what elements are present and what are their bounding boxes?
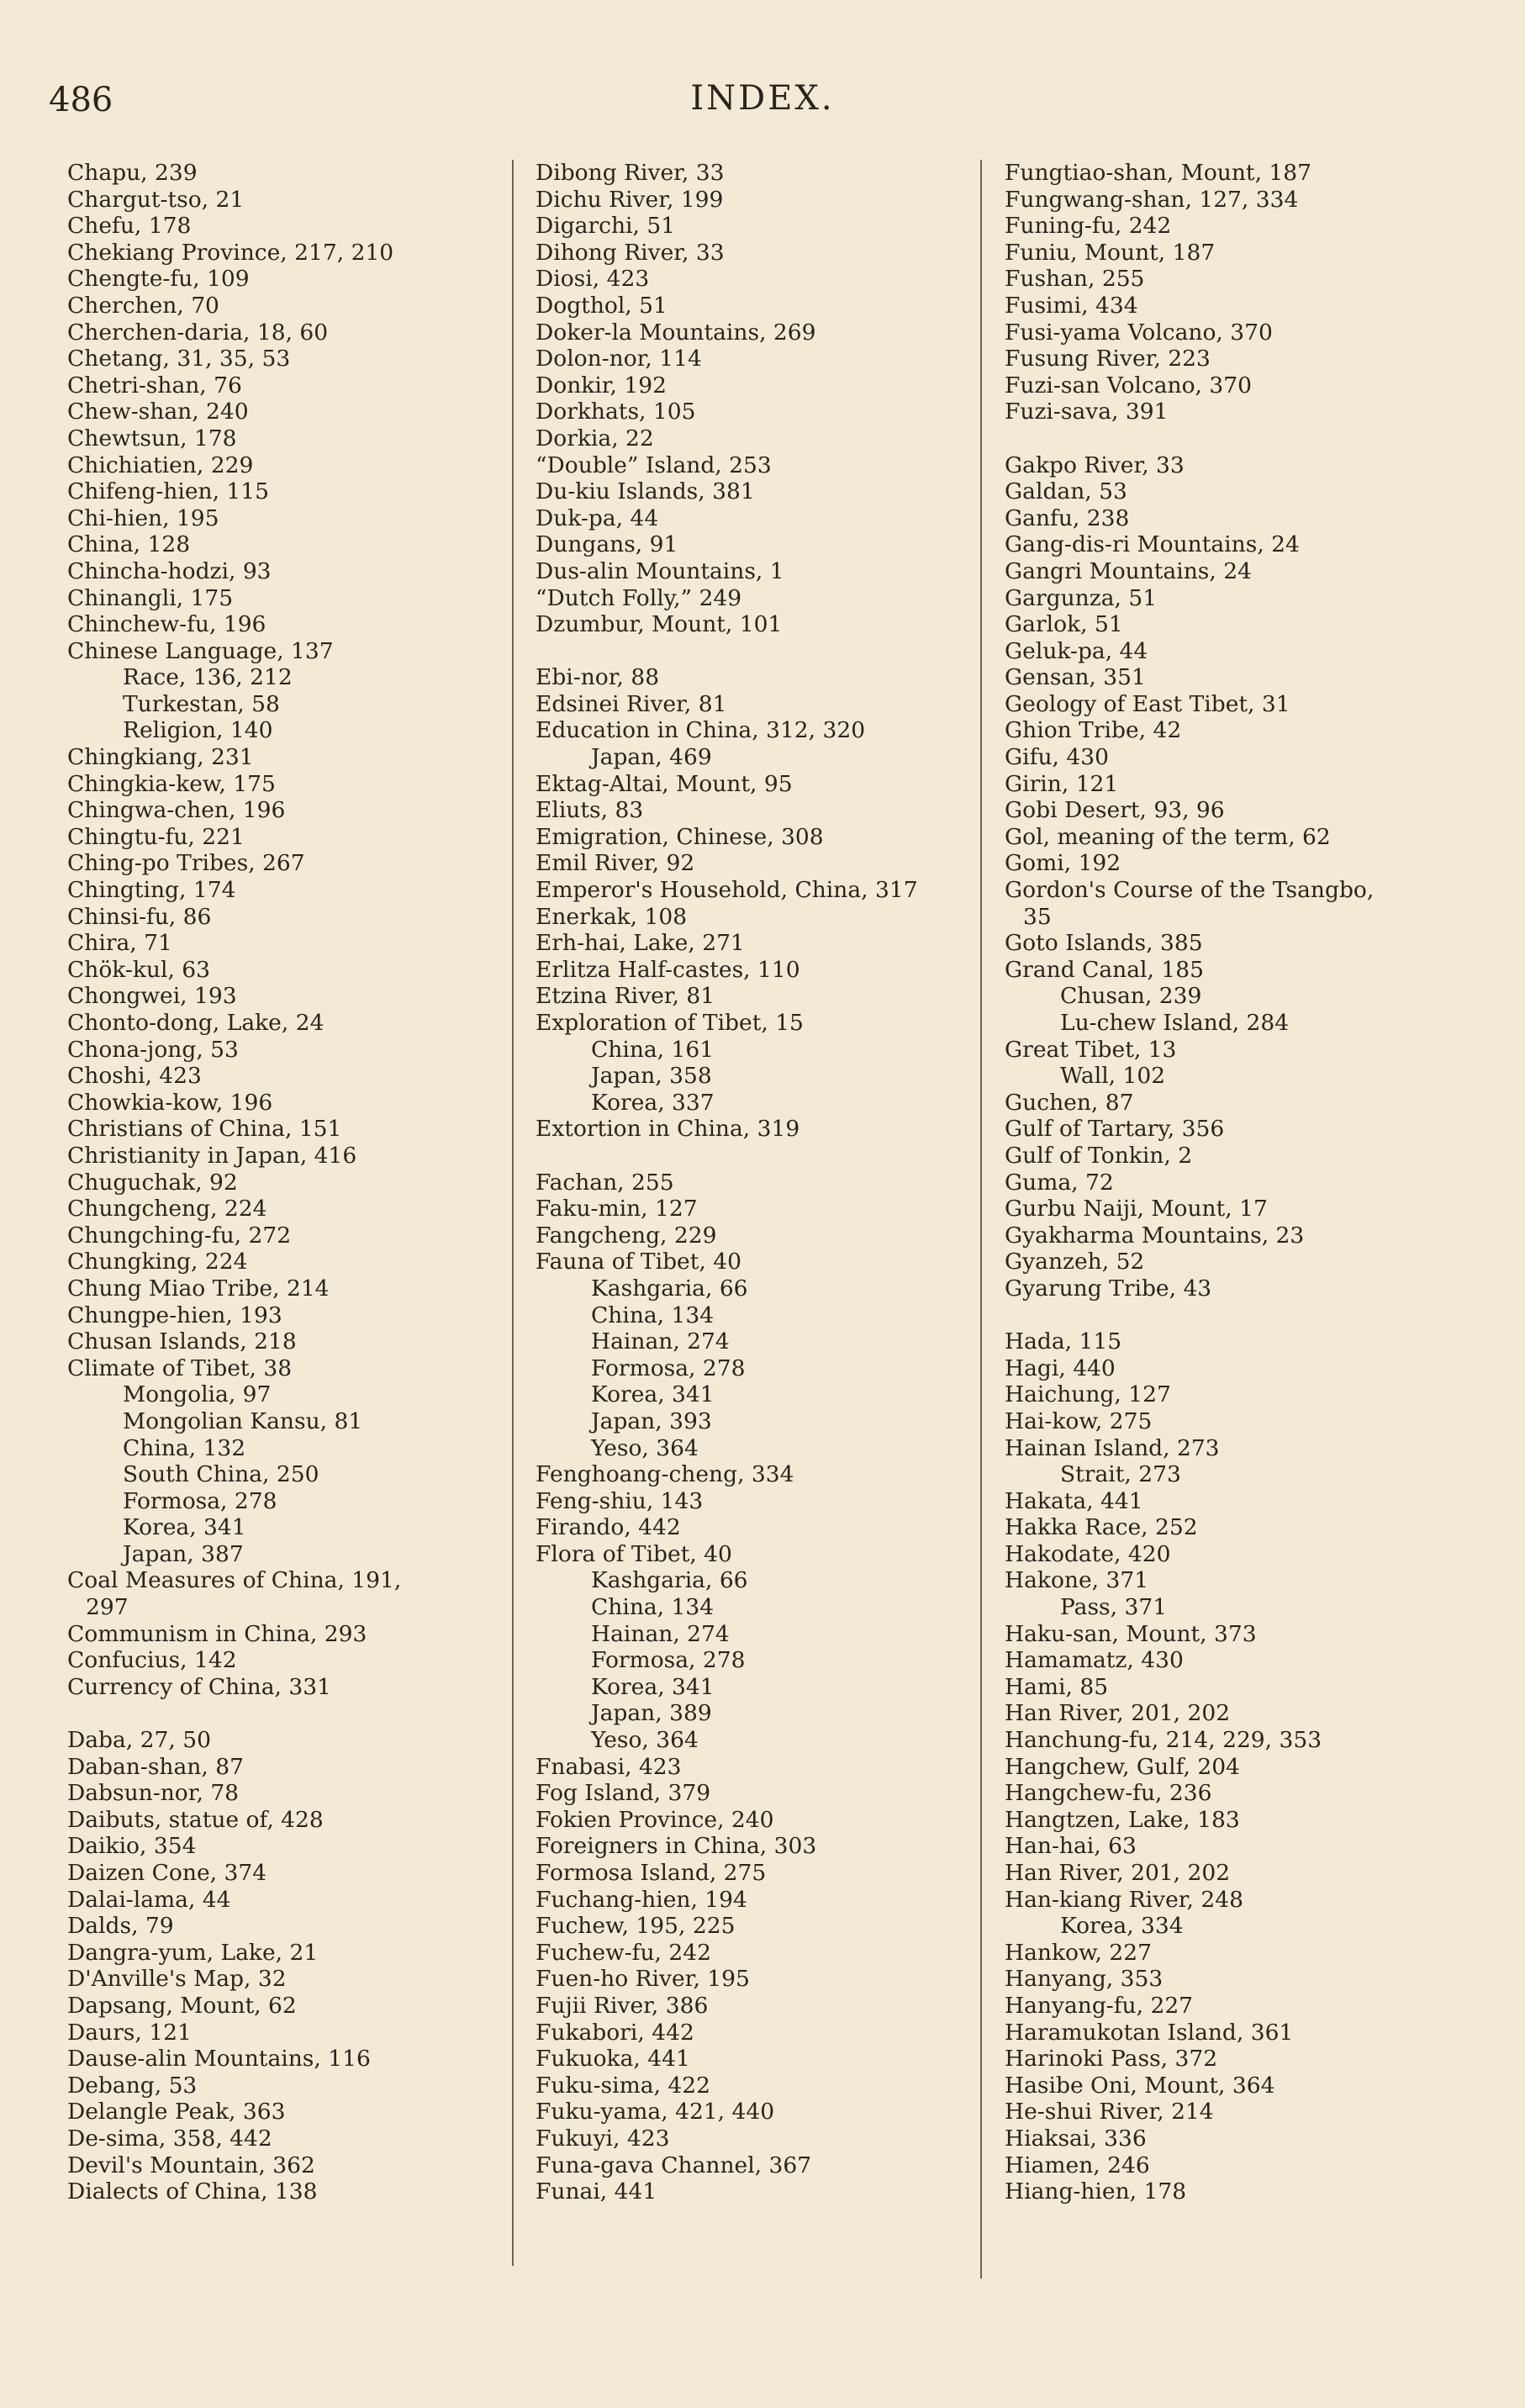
index-entry: Funa-gava Channel, 367 [536, 2152, 812, 2178]
index-entry: Dalds, 79 [67, 1913, 174, 1940]
index-entry: Fusimi, 434 [1005, 292, 1138, 319]
index-entry: Chapu, 239 [67, 160, 198, 186]
index-entry: Chinangli, 175 [67, 584, 234, 611]
index-entry: Flora of Tibet, 40 [536, 1540, 732, 1567]
index-entry: Etzina River, 81 [536, 983, 715, 1010]
index-subentry: China, 134 [591, 1302, 715, 1328]
index-entry: Garlok, 51 [1005, 611, 1123, 638]
index-entry: Hakata, 441 [1005, 1487, 1143, 1514]
index-subentry: Kashgaria, 66 [591, 1567, 748, 1594]
index-entry: Gyarung Tribe, 43 [1005, 1275, 1212, 1302]
index-entry: Fungwang-shan, 127, 334 [1005, 186, 1299, 213]
index-entry: Gyakharma Mountains, 23 [1005, 1222, 1305, 1249]
index-entry: Fungtiao-shan, Mount, 187 [1005, 160, 1311, 186]
index-entry: Hanyang-fu, 227 [1005, 1992, 1194, 2019]
index-entry: Communism in China, 293 [67, 1620, 367, 1647]
index-entry: China, 128 [67, 531, 191, 558]
index-entry: Education in China, 312, 320 [536, 717, 866, 744]
index-entry: Emperor's Household, China, 317 [536, 877, 918, 904]
index-entry: Dihong River, 33 [536, 239, 725, 266]
index-entry: Great Tibet, 13 [1005, 1036, 1177, 1063]
index-entry: Dus-alin Mountains, 1 [536, 557, 784, 584]
index-entry: Chingtu-fu, 221 [67, 823, 245, 850]
index-entry: Haichung, 127 [1005, 1381, 1171, 1408]
index-entry: Chetang, 31, 35, 53 [67, 346, 291, 372]
index-entry: Enerkak, 108 [536, 903, 688, 930]
index-entry: Funai, 441 [536, 2178, 657, 2205]
index-subentry: Chusan, 239 [1060, 983, 1202, 1010]
index-entry: Hai-kow, 275 [1005, 1407, 1153, 1434]
index-entry: Exploration of Tibet, 15 [536, 1010, 804, 1036]
index-entry: Chungpe-hien, 193 [67, 1302, 282, 1328]
index-entry: Dangra-yum, Lake, 21 [67, 1939, 319, 1966]
index-entry: Hiamen, 246 [1005, 2152, 1150, 2178]
index-entry: Fuzi-san Volcano, 370 [1005, 372, 1252, 399]
index-entry: Fukuoka, 441 [536, 2046, 690, 2073]
index-entry: Hanyang, 353 [1005, 1966, 1164, 1993]
index-entry: Doker-la Mountains, 269 [536, 319, 816, 346]
index-entry: Ching-po Tribes, 267 [67, 850, 305, 877]
index-entry: Chefu, 178 [67, 213, 192, 240]
index-entry: Dibong River, 33 [536, 160, 725, 186]
index-subentry: Kashgaria, 66 [591, 1275, 748, 1302]
page-number: 486 [49, 81, 113, 119]
index-subentry: Hainan, 274 [591, 1620, 730, 1647]
index-entry: Chusan Islands, 218 [67, 1328, 297, 1355]
index-entry: Ebi-nor, 88 [536, 664, 660, 691]
index-entry: Gensan, 351 [1005, 664, 1146, 691]
index-entry: Gulf of Tonkin, 2 [1005, 1142, 1193, 1169]
index-entry: Chungcheng, 224 [67, 1196, 267, 1222]
index-subentry: Japan, 393 [591, 1407, 712, 1434]
index-entry: Du-kiu Islands, 381 [536, 478, 755, 505]
index-subentry: Religion, 140 [123, 717, 273, 744]
index-entry: Gurbu Naiji, Mount, 17 [1005, 1196, 1268, 1222]
index-entry-continuation: 297 [86, 1594, 129, 1621]
index-entry: Christianity in Japan, 416 [67, 1142, 357, 1169]
index-entry: Daurs, 121 [67, 2019, 192, 2046]
index-entry: Fachan, 255 [536, 1169, 674, 1196]
index-entry: Firando, 442 [536, 1514, 681, 1541]
index-entry: Gobi Desert, 93, 96 [1005, 797, 1225, 824]
index-entry: Chök-kul, 63 [67, 956, 211, 983]
index-subentry: Turkestan, 58 [123, 690, 280, 717]
index-entry: Ghion Tribe, 42 [1005, 717, 1182, 744]
index-entry: Fusi-yama Volcano, 370 [1005, 319, 1273, 346]
index-entry: Han-hai, 63 [1005, 1833, 1137, 1860]
index-subentry: Race, 136, 212 [123, 664, 293, 691]
index-entry: Hamamatz, 430 [1005, 1647, 1184, 1674]
index-entry: Hangtzen, Lake, 183 [1005, 1806, 1240, 1833]
index-entry: Chingkia-kew, 175 [67, 770, 276, 797]
index-entry: Haku-san, Mount, 373 [1005, 1620, 1257, 1647]
index-entry: Gifu, 430 [1005, 744, 1109, 771]
index-column-3 [1005, 160, 1484, 2205]
index-entry: Devil's Mountain, 362 [67, 2152, 315, 2178]
index-entry: Galdan, 53 [1005, 478, 1127, 505]
index-subentry: China, 161 [591, 1036, 715, 1063]
index-entry: Fangcheng, 229 [536, 1222, 717, 1249]
index-subentry: Yeso, 364 [591, 1727, 699, 1754]
index-entry: Dolon-nor, 114 [536, 346, 702, 372]
index-entry: Currency of China, 331 [67, 1673, 331, 1700]
index-entry: Hakka Race, 252 [1005, 1514, 1198, 1541]
index-subentry: South China, 250 [123, 1461, 319, 1488]
index-entry: Hiaksai, 336 [1005, 2125, 1147, 2152]
section-gap [1005, 1302, 1484, 1329]
running-head: INDEX. [690, 79, 835, 118]
index-entry: Dialects of China, 138 [67, 2178, 318, 2205]
index-entry: Fuchew-fu, 242 [536, 1939, 711, 1966]
column-divider [980, 160, 982, 2279]
index-entry: Fog Island, 379 [536, 1780, 711, 1807]
index-subentry: Formosa, 278 [591, 1354, 746, 1381]
index-entry: Fushan, 255 [1005, 266, 1145, 293]
index-subentry: Wall, 102 [1060, 1063, 1166, 1090]
index-entry: Ganfu, 238 [1005, 504, 1130, 531]
index-entry: De-sima, 358, 442 [67, 2125, 272, 2152]
index-column-1 [67, 160, 488, 2205]
index-entry: Gol, meaning of the term, 62 [1005, 823, 1331, 850]
index-entry: Hainan Island, 273 [1005, 1434, 1220, 1461]
index-entry: “Double” Island, 253 [536, 452, 772, 478]
index-entry: Dogthol, 51 [536, 292, 668, 319]
index-entry: Guma, 72 [1005, 1169, 1114, 1196]
index-entry: Dichu River, 199 [536, 186, 724, 213]
index-entry: Fnabasi, 423 [536, 1753, 682, 1780]
index-entry: Foreigners in China, 303 [536, 1833, 817, 1860]
index-entry: Daban-shan, 87 [67, 1753, 244, 1780]
index-entry: Chongwei, 193 [67, 983, 237, 1010]
index-entry: Chekiang Province, 217, 210 [67, 239, 394, 266]
index-subentry: Mongolian Kansu, 81 [123, 1407, 363, 1434]
section-gap [536, 638, 964, 665]
index-column-2 [536, 160, 964, 2205]
index-entry: Chonto-dong, Lake, 24 [67, 1010, 325, 1036]
section-gap [1005, 425, 1484, 452]
index-subentry: Formosa, 278 [123, 1487, 277, 1514]
index-entry: Cherchen-daria, 18, 60 [67, 319, 329, 346]
index-entry: Chungching-fu, 272 [67, 1222, 292, 1249]
index-entry: D'Anville's Map, 32 [67, 1966, 287, 1993]
index-subentry: Formosa, 278 [591, 1647, 746, 1674]
index-entry: Gargunza, 51 [1005, 584, 1158, 611]
index-entry: Dause-alin Mountains, 116 [67, 2046, 371, 2073]
index-entry: Fenghoang-cheng, 334 [536, 1461, 794, 1488]
index-entry: Chengte-fu, 109 [67, 266, 250, 293]
index-entry: Extortion in China, 319 [536, 1116, 800, 1143]
index-subentry: Japan, 389 [591, 1700, 712, 1727]
index-entry: Daibuts, statue of, 428 [67, 1806, 324, 1833]
index-entry: Gang-dis-ri Mountains, 24 [1005, 531, 1300, 558]
index-entry: Han River, 201, 202 [1005, 1860, 1231, 1886]
index-entry: Chewtsun, 178 [67, 425, 237, 452]
index-subentry: Korea, 334 [1060, 1913, 1184, 1940]
index-entry: Chinese Language, 137 [67, 637, 334, 664]
index-entry: Chingkiang, 231 [67, 744, 254, 771]
index-entry: Fusung River, 223 [1005, 346, 1211, 372]
index-entry: Diosi, 423 [536, 266, 650, 293]
index-entry: Chinsi-fu, 86 [67, 903, 212, 930]
index-entry: Daikio, 354 [67, 1833, 197, 1860]
index-entry: Christians of China, 151 [67, 1116, 342, 1143]
index-entry: Chetri-shan, 76 [67, 372, 242, 399]
index-entry: Eliuts, 83 [536, 797, 644, 824]
index-entry: Dungans, 91 [536, 531, 678, 558]
index-entry: Chinchew-fu, 196 [67, 611, 266, 638]
index-entry: Chincha-hodzi, 93 [67, 557, 272, 584]
index-subentry: Japan, 387 [123, 1540, 244, 1567]
index-entry: Fuku-yama, 421, 440 [536, 2099, 775, 2125]
index-entry: Gomi, 192 [1005, 850, 1121, 877]
index-entry: Chi-hien, 195 [67, 504, 219, 531]
index-entry: Hanchung-fu, 214, 229, 353 [1005, 1727, 1322, 1754]
index-entry: Fuku-sima, 422 [536, 2072, 710, 2099]
index-entry: Daba, 27, 50 [67, 1727, 211, 1754]
index-subentry: Korea, 341 [591, 1381, 715, 1408]
index-entry: Fuchew, 195, 225 [536, 1913, 736, 1940]
index-entry: Cherchen, 70 [67, 292, 219, 319]
index-entry: Haramukotan Island, 361 [1005, 2019, 1294, 2046]
index-subentry: Yeso, 364 [591, 1434, 699, 1461]
index-entry: Girin, 121 [1005, 770, 1119, 797]
index-entry: Fuen-ho River, 195 [536, 1966, 750, 1993]
index-entry: Chargut-tso, 21 [67, 186, 245, 213]
index-entry: Geology of East Tibet, 31 [1005, 690, 1290, 717]
index-entry: Feng-shiu, 143 [536, 1487, 704, 1514]
index-entry: Chona-jong, 53 [67, 1036, 239, 1063]
index-entry: Ektag-Altai, Mount, 95 [536, 770, 793, 797]
index-entry: Debang, 53 [67, 2072, 198, 2099]
index-entry: Han-kiang River, 248 [1005, 1886, 1243, 1913]
index-entry: Duk-pa, 44 [536, 504, 659, 531]
index-entry: Hagi, 440 [1005, 1354, 1116, 1381]
index-entry: Chingwa-chen, 196 [67, 797, 286, 824]
index-entry: Hankow, 227 [1005, 1939, 1152, 1966]
index-entry: Delangle Peak, 363 [67, 2099, 286, 2125]
index-entry: Chew-shan, 240 [67, 399, 249, 425]
index-entry: Chichiatien, 229 [67, 452, 254, 478]
index-entry: Hakone, 371 [1005, 1567, 1149, 1594]
index-entry: Chowkia-kow, 196 [67, 1089, 273, 1116]
index-entry: Choshi, 423 [67, 1063, 202, 1090]
index-entry: Hiang-hien, 178 [1005, 2178, 1187, 2205]
index-subentry: China, 134 [591, 1594, 715, 1621]
section-gap [536, 1143, 964, 1170]
index-entry: Dabsun-nor, 78 [67, 1780, 240, 1807]
index-subentry: China, 132 [123, 1434, 246, 1461]
index-entry-continuation: 35 [1023, 903, 1052, 930]
index-entry: Dzumbur, Mount, 101 [536, 611, 783, 638]
index-subentry: Mongolia, 97 [123, 1381, 272, 1408]
index-entry: Gyanzeh, 52 [1005, 1249, 1145, 1275]
section-gap [67, 1700, 488, 1727]
index-entry: Funiu, Mount, 187 [1005, 239, 1216, 266]
index-entry: Harinoki Pass, 372 [1005, 2046, 1218, 2073]
index-entry: Hada, 115 [1005, 1328, 1122, 1355]
index-entry: Fuchang-hien, 194 [536, 1886, 747, 1913]
index-entry: Emil River, 92 [536, 850, 695, 877]
index-entry: Faku-min, 127 [536, 1196, 698, 1222]
index-entry: Chira, 71 [67, 930, 172, 957]
index-entry: Gulf of Tartary, 356 [1005, 1116, 1225, 1143]
index-entry: Funing-fu, 242 [1005, 213, 1172, 240]
index-entry: Digarchi, 51 [536, 213, 676, 240]
index-subentry: Pass, 371 [1060, 1594, 1168, 1621]
index-entry: He-shui River, 214 [1005, 2099, 1214, 2125]
index-subentry: Lu-chew Island, 284 [1060, 1010, 1290, 1036]
index-entry: Chingting, 174 [67, 877, 236, 904]
index-entry: Emigration, Chinese, 308 [536, 823, 824, 850]
index-entry: “Dutch Folly,” 249 [536, 584, 742, 611]
column-divider [512, 160, 514, 2266]
index-subentry: Japan, 469 [591, 744, 712, 771]
index-subentry: Korea, 341 [591, 1673, 715, 1700]
index-entry: Edsinei River, 81 [536, 690, 727, 717]
index-entry: Hangchew, Gulf, 204 [1005, 1753, 1240, 1780]
index-entry: Hami, 85 [1005, 1673, 1109, 1700]
index-entry: Dapsang, Mount, 62 [67, 1992, 297, 2019]
index-entry: Han River, 201, 202 [1005, 1700, 1231, 1727]
index-entry: Hasibe Oni, Mount, 364 [1005, 2072, 1275, 2099]
index-entry: Fokien Province, 240 [536, 1806, 774, 1833]
index-entry: Gakpo River, 33 [1005, 452, 1185, 478]
index-entry: Daizen Cone, 374 [67, 1860, 267, 1886]
index-entry: Erh-hai, Lake, 271 [536, 930, 745, 957]
index-entry: Fuzi-sava, 391 [1005, 399, 1169, 425]
index-subentry: Korea, 341 [123, 1514, 246, 1541]
index-subentry: Japan, 358 [591, 1063, 712, 1090]
index-entry: Fujii River, 386 [536, 1992, 709, 2019]
index-entry: Climate of Tibet, 38 [67, 1354, 293, 1381]
index-entry: Dorkhats, 105 [536, 399, 696, 425]
index-entry: Dalai-lama, 44 [67, 1886, 231, 1913]
index-entry: Coal Measures of China, 191, [67, 1567, 402, 1594]
index-entry: Hangchew-fu, 236 [1005, 1780, 1212, 1807]
index-subentry: Strait, 273 [1060, 1461, 1181, 1488]
index-entry: Donkir, 192 [536, 372, 667, 399]
index-entry: Fukuyi, 423 [536, 2125, 670, 2152]
index-entry: Confucius, 142 [67, 1647, 237, 1674]
index-subentry: Hainan, 274 [591, 1328, 730, 1355]
index-entry: Chung Miao Tribe, 214 [67, 1275, 330, 1302]
index-subentry: Korea, 337 [591, 1089, 715, 1116]
index-entry: Gangri Mountains, 24 [1005, 557, 1252, 584]
index-entry: Dorkia, 22 [536, 425, 654, 452]
index-entry: Geluk-pa, 44 [1005, 637, 1148, 664]
index-entry: Guchen, 87 [1005, 1089, 1134, 1116]
index-entry: Goto Islands, 385 [1005, 930, 1203, 957]
index-entry: Chungking, 224 [67, 1249, 248, 1275]
index-entry: Chuguchak, 92 [67, 1169, 238, 1196]
index-entry: Chifeng-hien, 115 [67, 478, 270, 505]
index-entry: Fukabori, 442 [536, 2019, 694, 2046]
index-entry: Fauna of Tibet, 40 [536, 1249, 741, 1275]
index-entry: Grand Canal, 185 [1005, 956, 1204, 983]
index-entry: Erlitza Half-castes, 110 [536, 956, 800, 983]
index-entry: Gordon's Course of the Tsangbo, [1005, 877, 1375, 904]
index-entry: Formosa Island, 275 [536, 1860, 767, 1886]
index-entry: Hakodate, 420 [1005, 1540, 1171, 1567]
